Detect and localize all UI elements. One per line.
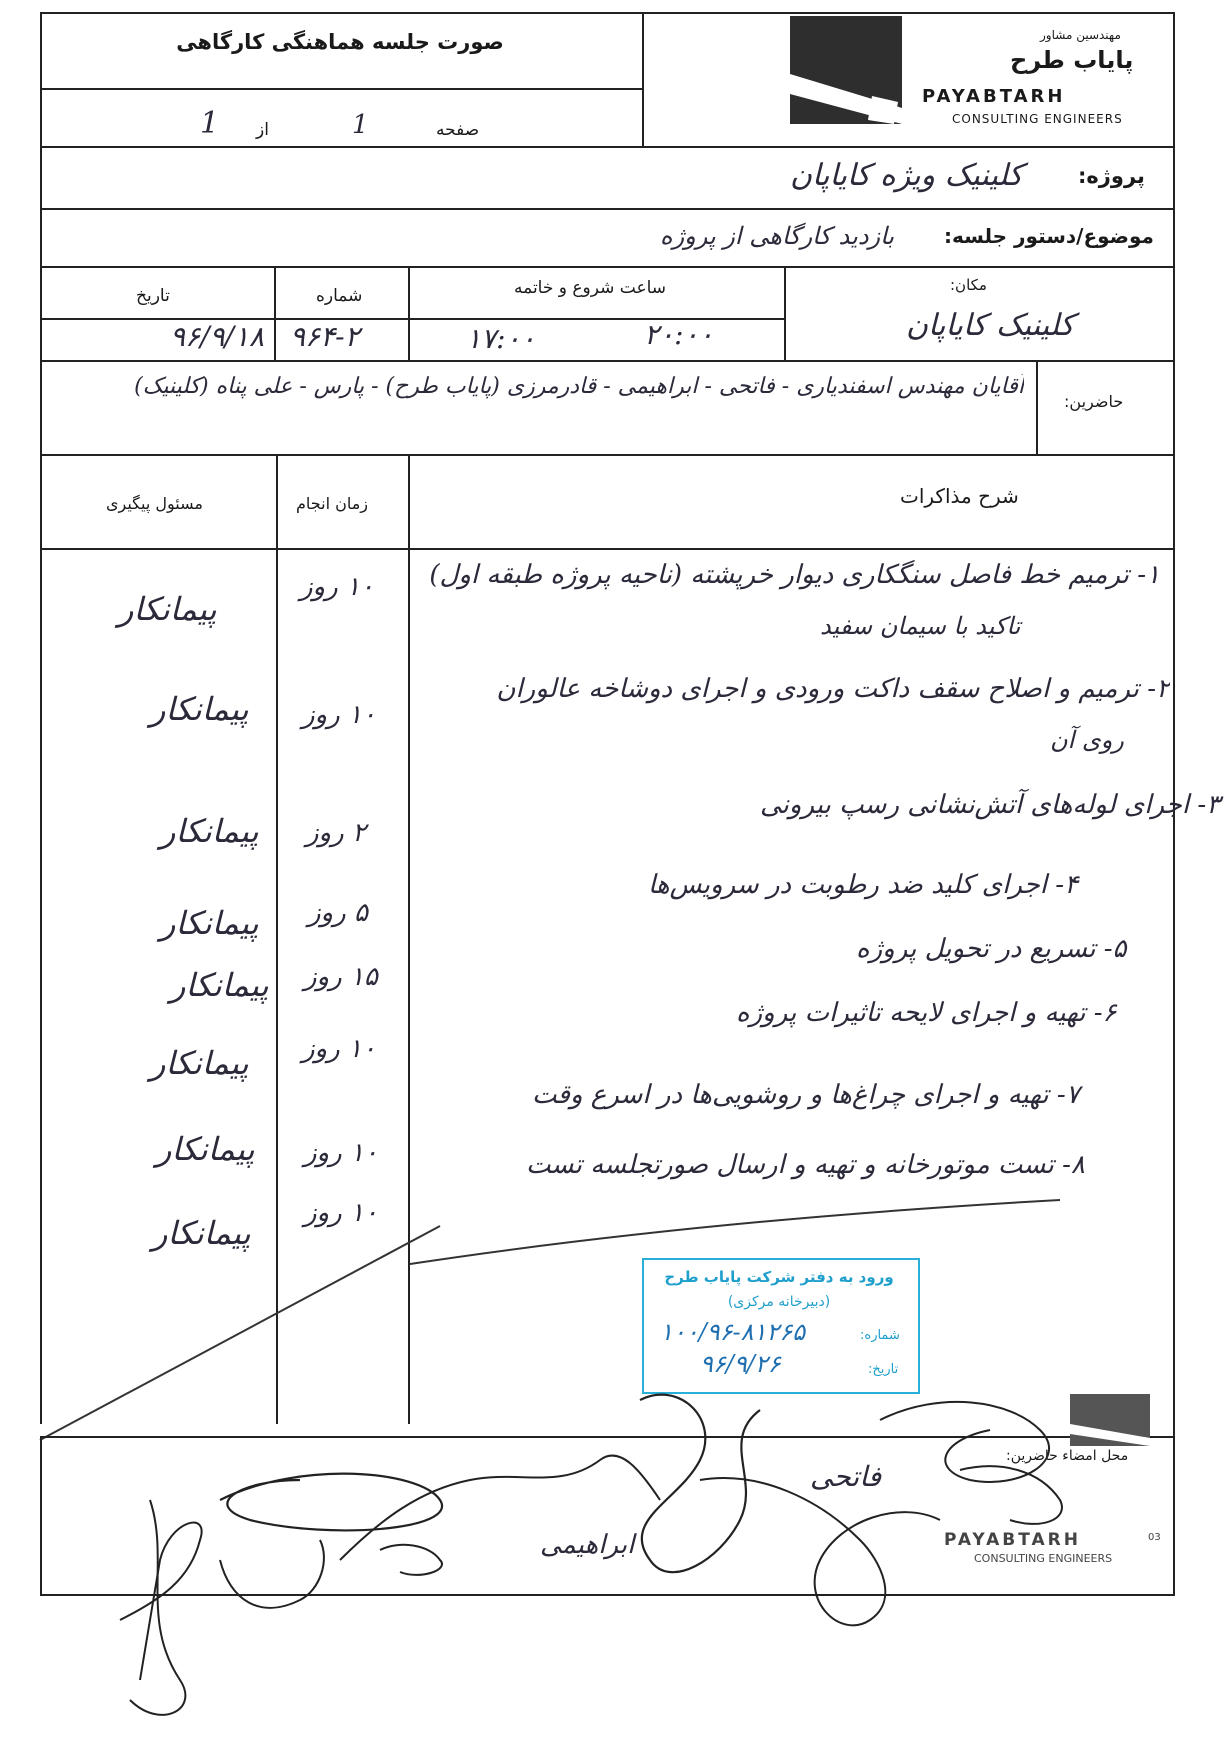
page-number: 1 [352,110,369,140]
time-start: ۱۷:۰۰ [466,322,536,355]
footer-company-subtitle: CONSULTING ENGINEERS [974,1552,1113,1565]
item-2-time: ۱۰ روز [302,700,376,730]
signatures-label: محل امضاء حاضرین: [1006,1448,1129,1464]
item-8-text: ۸- تست موتورخانه و تهیه و ارسال صورتجلسه تست [526,1150,1085,1180]
col-resp-header: مسئول پیگیری [106,494,203,513]
item-2-text: ۲- ترمیم و اصلاح سقف داکت ورودی و اجرای دوشاخه عالوران [496,674,1170,704]
time-end: ۲۰:۰۰ [644,318,714,351]
footer-company-name-en: PAYABTARH [944,1530,1081,1550]
item-3-time: ۲ روز [306,818,366,848]
item-1-text-cont: تاکید با سیمان سفید [820,612,1021,640]
item-8-time: ۱۰ روز [304,1198,378,1228]
item-7-resp: پیمانکار [156,1130,255,1168]
item-5-resp: پیمانکار [170,966,269,1004]
item-6-resp: پیمانکار [150,1044,249,1082]
number-value: ۹۶۴-۲ [290,320,360,353]
stamp-date-value: ۹۶/۹/۲۶ [700,1350,781,1378]
item-6-time: ۱۰ روز [302,1034,376,1064]
item-5-text: ۵- تسریع در تحویل پروژه [856,934,1127,964]
subject-value: بازدید کارگاهی از پروژه [660,222,895,250]
footer-code: 03 [1148,1532,1161,1543]
signature-name-fatehi: فاتحی [810,1460,882,1493]
stamp-title: ورود به دفتر شرکت پایاب طرح [664,1268,894,1286]
page-label: صفحه [436,120,480,140]
item-6-text: ۶- تهیه و اجرای لایحه تاثیرات پروژه [736,998,1117,1028]
item-2-text-cont: روی آن [1050,726,1124,754]
stamp-subtitle: (دبیرخانه مرکزی) [727,1294,831,1310]
item-7-text: ۷- تهیه و اجرای چراغ‌ها و روشویی‌ها در اسرع وقت [532,1080,1080,1110]
project-value: کلینیک ویژه کایاپان [790,158,1023,193]
signature-name-ebrahimi: ابراهیمی [540,1530,635,1560]
item-4-text: ۴- اجرای کلید ضد رطوبت در سرویس‌ها [648,870,1079,900]
time-label: ساعت شروع و خاتمه [514,278,667,298]
company-tagline: مهندسین مشاور [1040,28,1121,42]
company-name-en: PAYABTARH [922,86,1066,107]
date-label: تاریخ [136,286,170,306]
stamp-number-label: شماره: [860,1328,900,1343]
attendees-label: حاضرین: [1064,392,1124,411]
attendees-value: آقایان مهندس اسفندیاری - فاتحی - ابراهیمی - قادرمرزی (پایاب طرح) - پارس - علی پناه (کلینیک) [134,374,1024,399]
date-value: ۹۶/۹/۱۸ [170,320,265,353]
item-3-text: ۳- اجرای لوله‌های آتش‌نشانی رسپ بیرونی [760,790,1221,820]
col-desc-header: شرح مذاکرات [900,484,1019,508]
item-1-time: ۱۰ روز [300,572,374,602]
company-name-fa: پایاب طرح [1010,46,1134,74]
item-5-time: ۱۵ روز [304,962,378,992]
item-3-resp: پیمانکار [160,812,259,850]
item-4-time: ۵ روز [308,898,368,928]
project-label: پروژه: [1078,164,1145,188]
stamp-date-label: تاریخ: [868,1362,899,1377]
item-8-resp: پیمانکار [152,1214,251,1252]
page-total: 1 [200,106,220,141]
item-1-text: ۱- ترمیم خط فاصل سنگکاری دیوار خرپشته (ناحیه پروژه طبقه اول) [429,560,1160,590]
item-4-resp: پیمانکار [160,904,259,942]
col-time-header: زمان انجام [296,494,369,513]
item-7-time: ۱۰ روز [304,1138,378,1168]
item-1-resp: پیمانکار [118,590,217,628]
form-title: صورت جلسه هماهنگی کارگاهی [176,30,504,54]
stamp-number-value: ۱۰۰/۹۶-۸۱۲۶۵ [660,1318,806,1346]
number-label: شماره [316,286,363,306]
place-label: مکان: [950,276,987,294]
of-label: از [256,120,269,140]
company-subtitle-en: CONSULTING ENGINEERS [952,112,1123,126]
place-value: کلینیک کایاپان [906,308,1075,343]
subject-label: موضوع/دستور جلسه: [944,224,1154,248]
item-2-resp: پیمانکار [150,690,249,728]
